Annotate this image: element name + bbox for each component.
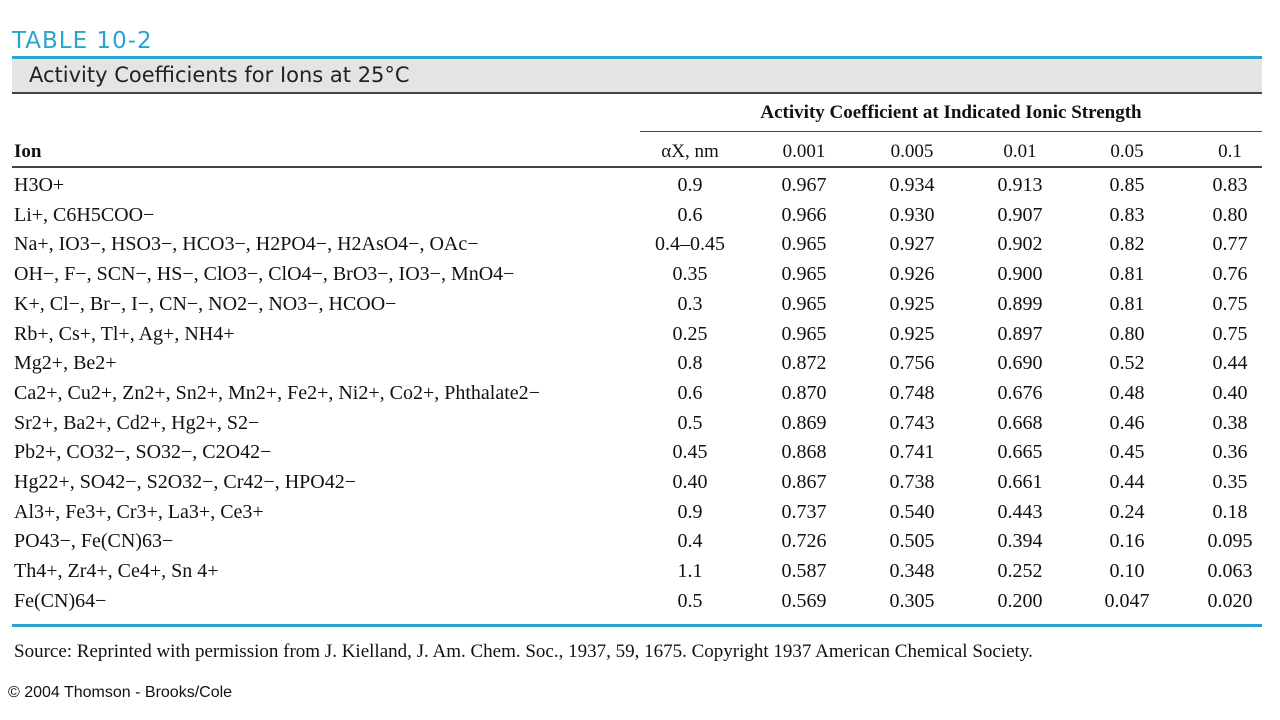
coefficient-cell: 0.868 <box>781 441 827 464</box>
coefficient-cell: 0.569 <box>781 589 827 612</box>
coefficient-cell: 0.45 <box>1109 441 1145 464</box>
ion-cell: Sr2+, Ba2+, Cd2+, Hg2+, S2− <box>14 411 260 434</box>
alpha-cell: 0.25 <box>672 322 708 345</box>
coefficient-cell: 0.020 <box>1207 589 1253 612</box>
ion-cell: Hg22+, SO42−, S2O32−, Cr42−, HPO42− <box>14 471 356 493</box>
coefficient-cell: 0.902 <box>997 233 1043 256</box>
group-header: Activity Coefficient at Indicated Ionic Strength <box>640 102 1262 132</box>
ion-cell: PO43−, Fe(CN)63− <box>14 530 174 553</box>
coefficient-cell: 0.743 <box>889 411 935 434</box>
coefficient-cell: 0.75 <box>1212 322 1248 345</box>
coefficient-cell: 0.10 <box>1109 560 1145 583</box>
coefficient-cell: 0.738 <box>889 471 935 493</box>
coefficient-cell: 0.965 <box>781 263 827 286</box>
coefficient-cell: 0.930 <box>889 203 935 226</box>
coefficient-cell: 0.48 <box>1109 381 1145 404</box>
ion-cell: H3O+ <box>14 174 65 196</box>
coefficient-cell: 0.83 <box>1109 203 1145 226</box>
coefficient-cell: 0.748 <box>889 381 935 404</box>
table-row <box>12 229 1262 259</box>
coefficient-cell: 0.35 <box>1212 471 1248 493</box>
coefficient-cell: 0.77 <box>1212 233 1248 256</box>
coefficient-cell: 0.927 <box>889 233 935 256</box>
coefficient-cell: 0.907 <box>997 203 1043 226</box>
coefficient-cell: 0.095 <box>1207 530 1253 553</box>
coefficient-cell: 0.540 <box>889 500 935 523</box>
source-note: Source: Reprinted with permission from J. Kielland, J. Am. Chem. Soc., 1937, 59, 1675. Copyright 1937 American Chemical Society. <box>14 641 1033 662</box>
coefficient-cell: 0.200 <box>997 589 1043 612</box>
alpha-cell: 0.3 <box>677 292 703 315</box>
alpha-cell: 0.4–0.45 <box>655 233 725 256</box>
column-header-0.005: 0.005 <box>890 141 934 162</box>
table-row <box>12 348 1262 378</box>
alpha-cell: 1.1 <box>677 560 703 583</box>
coefficient-cell: 0.36 <box>1212 441 1248 464</box>
bottom-divider <box>12 624 1262 627</box>
table-row <box>12 497 1262 527</box>
coefficient-cell: 0.661 <box>997 471 1043 493</box>
table-title: Activity Coefficients for Ions at 25°C <box>29 63 410 87</box>
coefficient-cell: 0.38 <box>1212 411 1248 434</box>
table-row <box>12 378 1262 408</box>
coefficient-cell: 0.913 <box>997 174 1043 196</box>
column-header-0.001: 0.001 <box>782 141 826 162</box>
coefficient-cell: 0.925 <box>889 322 935 345</box>
coefficient-cell: 0.047 <box>1104 589 1150 612</box>
ion-cell: Mg2+, Be2+ <box>14 352 117 375</box>
coefficient-cell: 0.899 <box>997 292 1043 315</box>
coefficient-cell: 0.965 <box>781 233 827 256</box>
coefficient-cell: 0.966 <box>781 203 827 226</box>
alpha-cell: 0.40 <box>672 471 708 493</box>
column-header-ion: Ion <box>14 141 42 162</box>
column-header-0.01: 0.01 <box>1003 141 1037 162</box>
coefficient-cell: 0.44 <box>1109 471 1145 493</box>
coefficient-cell: 0.897 <box>997 322 1043 345</box>
alpha-cell: 0.9 <box>677 174 703 196</box>
table-row <box>12 526 1262 556</box>
coefficient-cell: 0.76 <box>1212 263 1248 286</box>
alpha-cell: 0.6 <box>677 203 703 226</box>
alpha-cell: 0.5 <box>677 589 703 612</box>
ion-cell: Li+, C6H5COO− <box>14 203 155 226</box>
coefficient-cell: 0.348 <box>889 560 935 583</box>
copyright-notice: © 2004 Thomson - Brooks/Cole <box>8 684 233 701</box>
coefficient-cell: 0.737 <box>781 500 827 523</box>
coefficient-cell: 0.965 <box>781 292 827 315</box>
ion-cell: Th4+, Zr4+, Ce4+, Sn 4+ <box>14 560 219 583</box>
coefficient-cell: 0.741 <box>889 441 935 464</box>
coefficient-cell: 0.85 <box>1109 174 1145 196</box>
coefficient-cell: 0.900 <box>997 263 1043 286</box>
alpha-cell: 0.45 <box>672 441 708 464</box>
coefficient-cell: 0.80 <box>1212 203 1248 226</box>
coefficient-cell: 0.52 <box>1109 352 1145 375</box>
coefficient-cell: 0.75 <box>1212 292 1248 315</box>
coefficient-cell: 0.926 <box>889 263 935 286</box>
coefficient-cell: 0.16 <box>1109 530 1145 553</box>
table-label: TABLE 10-2 <box>12 28 153 54</box>
table-row <box>12 170 1262 200</box>
coefficient-cell: 0.18 <box>1212 500 1248 523</box>
coefficient-cell: 0.46 <box>1109 411 1145 434</box>
ion-cell: Pb2+, CO32−, SO32−, C2O42− <box>14 441 272 464</box>
table-row <box>12 259 1262 289</box>
coefficient-cell: 0.82 <box>1109 233 1145 256</box>
ion-cell: Ca2+, Cu2+, Zn2+, Sn2+, Mn2+, Fe2+, Ni2+, Co2+, Phthalate2− <box>14 381 540 404</box>
coefficient-cell: 0.726 <box>781 530 827 553</box>
table-row <box>12 319 1262 349</box>
coefficient-cell: 0.965 <box>781 322 827 345</box>
ion-cell: Fe(CN)64− <box>14 589 107 612</box>
coefficient-cell: 0.870 <box>781 381 827 404</box>
table-row <box>12 467 1262 497</box>
coefficient-cell: 0.967 <box>781 174 827 196</box>
coefficient-cell: 0.83 <box>1212 174 1248 196</box>
alpha-cell: 0.6 <box>677 381 703 404</box>
coefficient-cell: 0.443 <box>997 500 1043 523</box>
coefficient-cell: 0.668 <box>997 411 1043 434</box>
table-row <box>12 437 1262 467</box>
coefficient-cell: 0.44 <box>1212 352 1248 375</box>
ion-cell: Al3+, Fe3+, Cr3+, La3+, Ce3+ <box>14 500 264 523</box>
coefficient-cell: 0.665 <box>997 441 1043 464</box>
alpha-cell: 0.35 <box>672 263 708 286</box>
coefficient-cell: 0.81 <box>1109 292 1145 315</box>
coefficient-cell: 0.305 <box>889 589 935 612</box>
coefficient-cell: 0.869 <box>781 411 827 434</box>
alpha-cell: 0.4 <box>677 530 703 553</box>
column-header-alpha: αX, nm <box>661 141 719 162</box>
coefficient-cell: 0.40 <box>1212 381 1248 404</box>
coefficient-cell: 0.676 <box>997 381 1043 404</box>
table-row <box>12 408 1262 438</box>
column-header-0.1: 0.1 <box>1218 141 1242 162</box>
coefficient-cell: 0.587 <box>781 560 827 583</box>
title-bar <box>12 56 1262 94</box>
alpha-cell: 0.9 <box>677 500 703 523</box>
ion-cell: OH−, F−, SCN−, HS−, ClO3−, ClO4−, BrO3−, IO3−, MnO4− <box>14 263 515 286</box>
table-row <box>12 556 1262 586</box>
coefficient-cell: 0.756 <box>889 352 935 375</box>
alpha-cell: 0.8 <box>677 352 703 375</box>
table-row <box>12 200 1262 230</box>
coefficient-cell: 0.252 <box>997 560 1043 583</box>
coefficient-cell: 0.872 <box>781 352 827 375</box>
table-row <box>12 586 1262 616</box>
alpha-cell: 0.5 <box>677 411 703 434</box>
coefficient-cell: 0.505 <box>889 530 935 553</box>
coefficient-cell: 0.80 <box>1109 322 1145 345</box>
coefficient-cell: 0.867 <box>781 471 827 493</box>
coefficient-cell: 0.690 <box>997 352 1043 375</box>
coefficient-cell: 0.934 <box>889 174 935 196</box>
header-divider <box>12 166 1262 168</box>
ion-cell: Na+, IO3−, HSO3−, HCO3−, H2PO4−, H2AsO4−, OAc− <box>14 233 479 256</box>
column-header-0.05: 0.05 <box>1110 141 1144 162</box>
coefficient-cell: 0.925 <box>889 292 935 315</box>
coefficient-cell: 0.24 <box>1109 500 1145 523</box>
ion-cell: Rb+, Cs+, Tl+, Ag+, NH4+ <box>14 322 235 345</box>
coefficient-cell: 0.81 <box>1109 263 1145 286</box>
ion-cell: K+, Cl−, Br−, I−, CN−, NO2−, NO3−, HCOO− <box>14 292 397 315</box>
coefficient-cell: 0.063 <box>1207 560 1253 583</box>
coefficient-cell: 0.394 <box>997 530 1043 553</box>
table-row <box>12 289 1262 319</box>
